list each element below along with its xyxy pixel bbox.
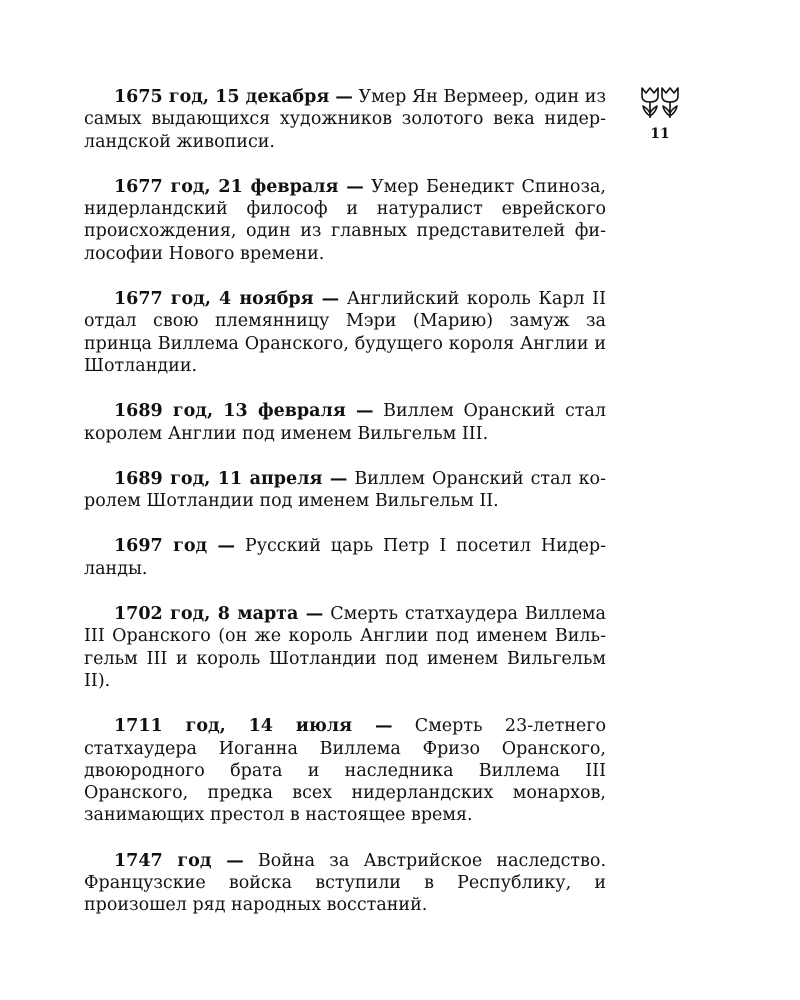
chronology-entry — [84, 400, 606, 445]
tulips-icon — [638, 86, 682, 120]
entry-text: Русский царь Петр I посетил Нидерланды. — [84, 536, 607, 579]
page-number: 11 — [650, 126, 670, 142]
chronology-entry — [84, 603, 606, 692]
entry-date: 1711 год, 14 июля — — [114, 716, 393, 737]
chronology-text — [84, 86, 606, 940]
entry-text: Умер Бенедикт Спиноза, нидерландский философ и натуралист еврейского происхождения, один из главных представителей философии Нового времени. — [84, 176, 606, 264]
chronology-entry — [84, 715, 606, 826]
entry-date: 1747 год — — [114, 850, 244, 871]
entry-text: Война за Австрийское наследство. Французские войска вступили в Республику, и произошел ряд народных восстаний. — [84, 850, 607, 916]
entry-text: Смерть 23-летнего статхаудера Иоганна Виллема Фризо Оранского, двоюродного брата и наследника Виллема III Оранского, предка всех нидерландских монархов, занимающих престол в настоящее время. — [84, 716, 606, 826]
chronology-entry — [84, 288, 606, 377]
entry-date: 1677 год, 21 февраля — — [114, 176, 364, 197]
entry-text: Английский король Карл II отдал свою племянницу Мэри (Марию) замуж за принца Виллема Оранского, будущего короля Англии и Шотландии. — [84, 289, 607, 376]
entry-text: Виллем Оранский стал королем Англии под именем Вильгельм III. — [84, 401, 606, 444]
entry-date: 1697 год — — [114, 536, 236, 557]
entry-date: 1702 год, 8 марта — — [114, 604, 324, 625]
chronology-entry — [84, 535, 606, 580]
chronology-entry — [84, 176, 606, 265]
entry-text: Смерть статхаудера Виллема III Оранского (он же король Англии под именем Вильгельм III и король Шотландии под именем Вильгельм II). — [84, 604, 606, 691]
entry-date: 1675 год, 15 декабря — — [114, 87, 353, 107]
entry-date: 1689 год, 13 февраля — — [114, 401, 374, 422]
entry-date: 1677 год, 4 ноября — — [114, 289, 340, 310]
entry-text: Виллем Оранский стал королем Шотландии под именем Вильгельм II. — [84, 468, 606, 512]
entry-text: Умер Ян Вермеер, один из самых выдающихся художников золотого века нидерландской живописи. — [84, 87, 606, 152]
chronology-entry — [84, 850, 606, 917]
entry-date: 1689 год, 11 апреля — — [114, 468, 348, 489]
chronology-entry — [84, 468, 606, 513]
chronology-entry — [84, 86, 606, 153]
page-header-corner — [636, 86, 684, 142]
